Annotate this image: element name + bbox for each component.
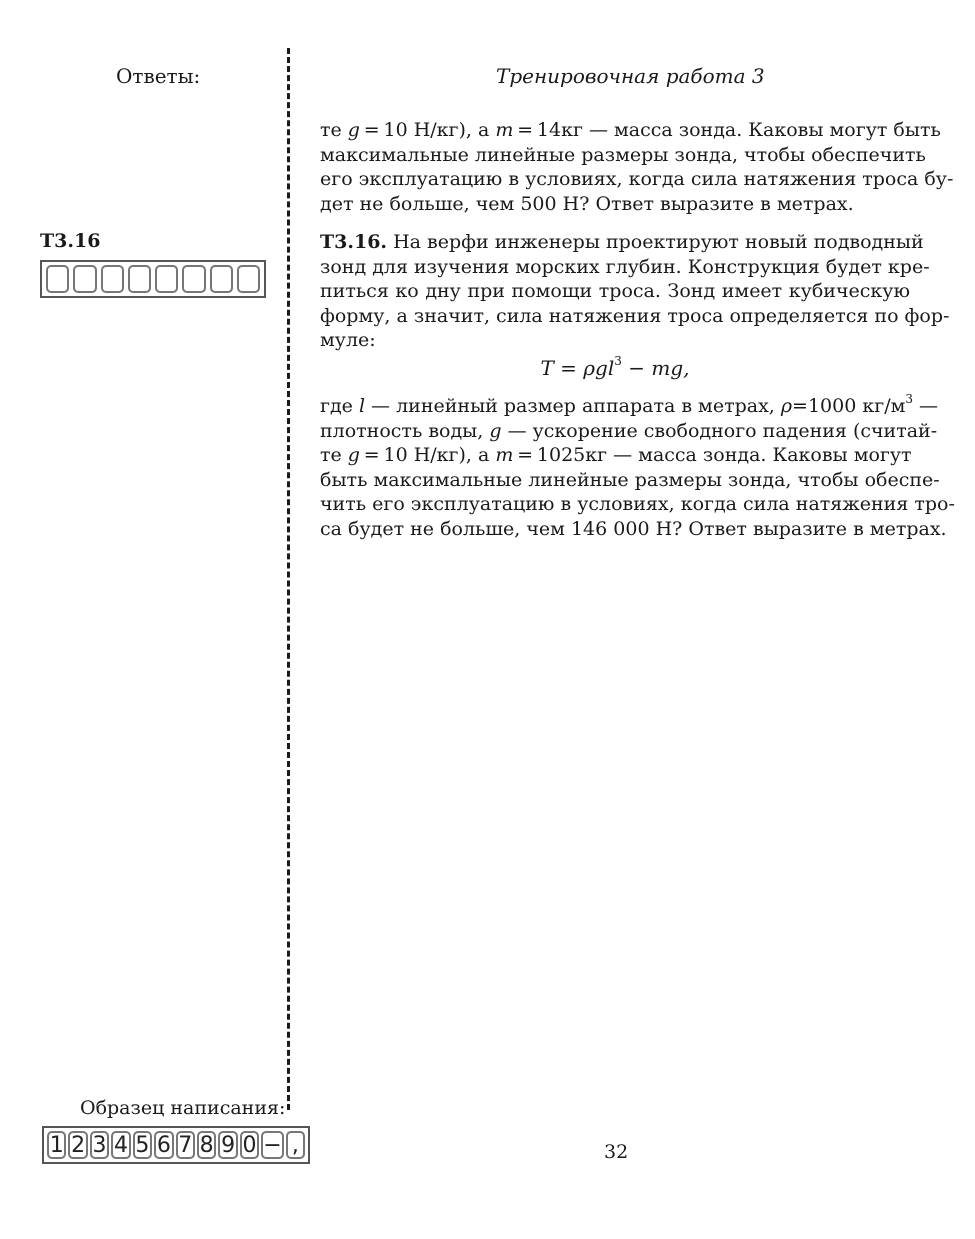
- sample-char: 7: [176, 1131, 195, 1159]
- sample-char: 6: [154, 1131, 173, 1159]
- answer-cell[interactable]: [182, 265, 205, 293]
- sample-char: −: [263, 1132, 282, 1158]
- problem-description: [320, 391, 955, 542]
- sample-char: 5: [133, 1131, 152, 1159]
- problem-line-3: питься ко дну при помощи троса. Зонд имеет кубическую: [320, 280, 910, 303]
- sample-char: 8: [197, 1131, 216, 1159]
- sample-char: ,: [286, 1131, 305, 1159]
- desc-line-3: те g = 10 Н/кг), а m = 1025кг — масса зонда. Каковы могут: [320, 444, 912, 467]
- problem-line-2: зонд для изучения морских глубин. Конструкция будет кре-: [320, 255, 930, 278]
- answers-header: Ответы:: [116, 64, 201, 88]
- desc-line-4: быть максимальные линейные размеры зонда, чтобы обеспе-: [320, 468, 940, 491]
- answer-cell[interactable]: [73, 265, 96, 293]
- sample-char: 4: [111, 1131, 130, 1159]
- sample-char: 3: [90, 1131, 109, 1159]
- work-title: Тренировочная работа 3: [496, 64, 765, 88]
- sample-char: 0: [240, 1131, 259, 1159]
- sample-char: 2: [68, 1131, 87, 1159]
- desc-line-5: чить его эксплуатацию в условиях, когда сила натяжения тро-: [320, 493, 955, 516]
- answer-cell[interactable]: [155, 265, 178, 293]
- sample-writing: [42, 1126, 310, 1164]
- sample-label: Образец написания:: [80, 1097, 286, 1119]
- cont-line-1: те g = 10 Н/кг), а m = 14кг — масса зонда. Каковы могут быть: [320, 119, 941, 141]
- answer-cell[interactable]: [46, 265, 69, 293]
- problem-number: Т3.16.: [320, 231, 388, 253]
- cont-line-3: его эксплуатацию в условиях, когда сила натяжения троса бу-: [320, 168, 954, 191]
- desc-line-6: са будет не больше, чем 146 000 Н? Ответ выразите в метрах.: [320, 517, 947, 540]
- answer-label: Т3.16: [40, 230, 101, 252]
- cont-line-2: максимальные линейные размеры зонда, чтобы обеспечить: [320, 143, 926, 166]
- desc-line-2: плотность воды, g — ускорение свободного падения (считай-: [320, 419, 938, 442]
- problem-line-5: муле:: [320, 329, 376, 352]
- answer-cell[interactable]: [101, 265, 124, 293]
- previous-problem-continuation: [320, 118, 954, 216]
- dashed-divider: [287, 48, 290, 1110]
- answer-field[interactable]: [40, 260, 266, 298]
- desc-line-1: где l — линейный размер аппарата в метрах, ρ=1000 $кг/м^3$ —: [320, 391, 939, 417]
- cont-line-4: дет не больше, чем 500 Н? Ответ выразите в метрах.: [320, 192, 854, 215]
- problem-line-1: Т3.16. На верфи инженеры проектируют новый подводный: [320, 231, 924, 253]
- problem-line-4: форму, а значит, сила натяжения троса определяется по фор-: [320, 304, 950, 327]
- page-number: 32: [604, 1141, 629, 1163]
- formula: T = ρgl$^3$ − mg,: [540, 354, 690, 380]
- answer-cell[interactable]: [210, 265, 233, 293]
- answer-cell[interactable]: [237, 265, 260, 293]
- problem-text: [320, 230, 950, 353]
- answer-cell[interactable]: [128, 265, 151, 293]
- sample-char: 1: [47, 1131, 66, 1159]
- sample-char: 9: [218, 1131, 237, 1159]
